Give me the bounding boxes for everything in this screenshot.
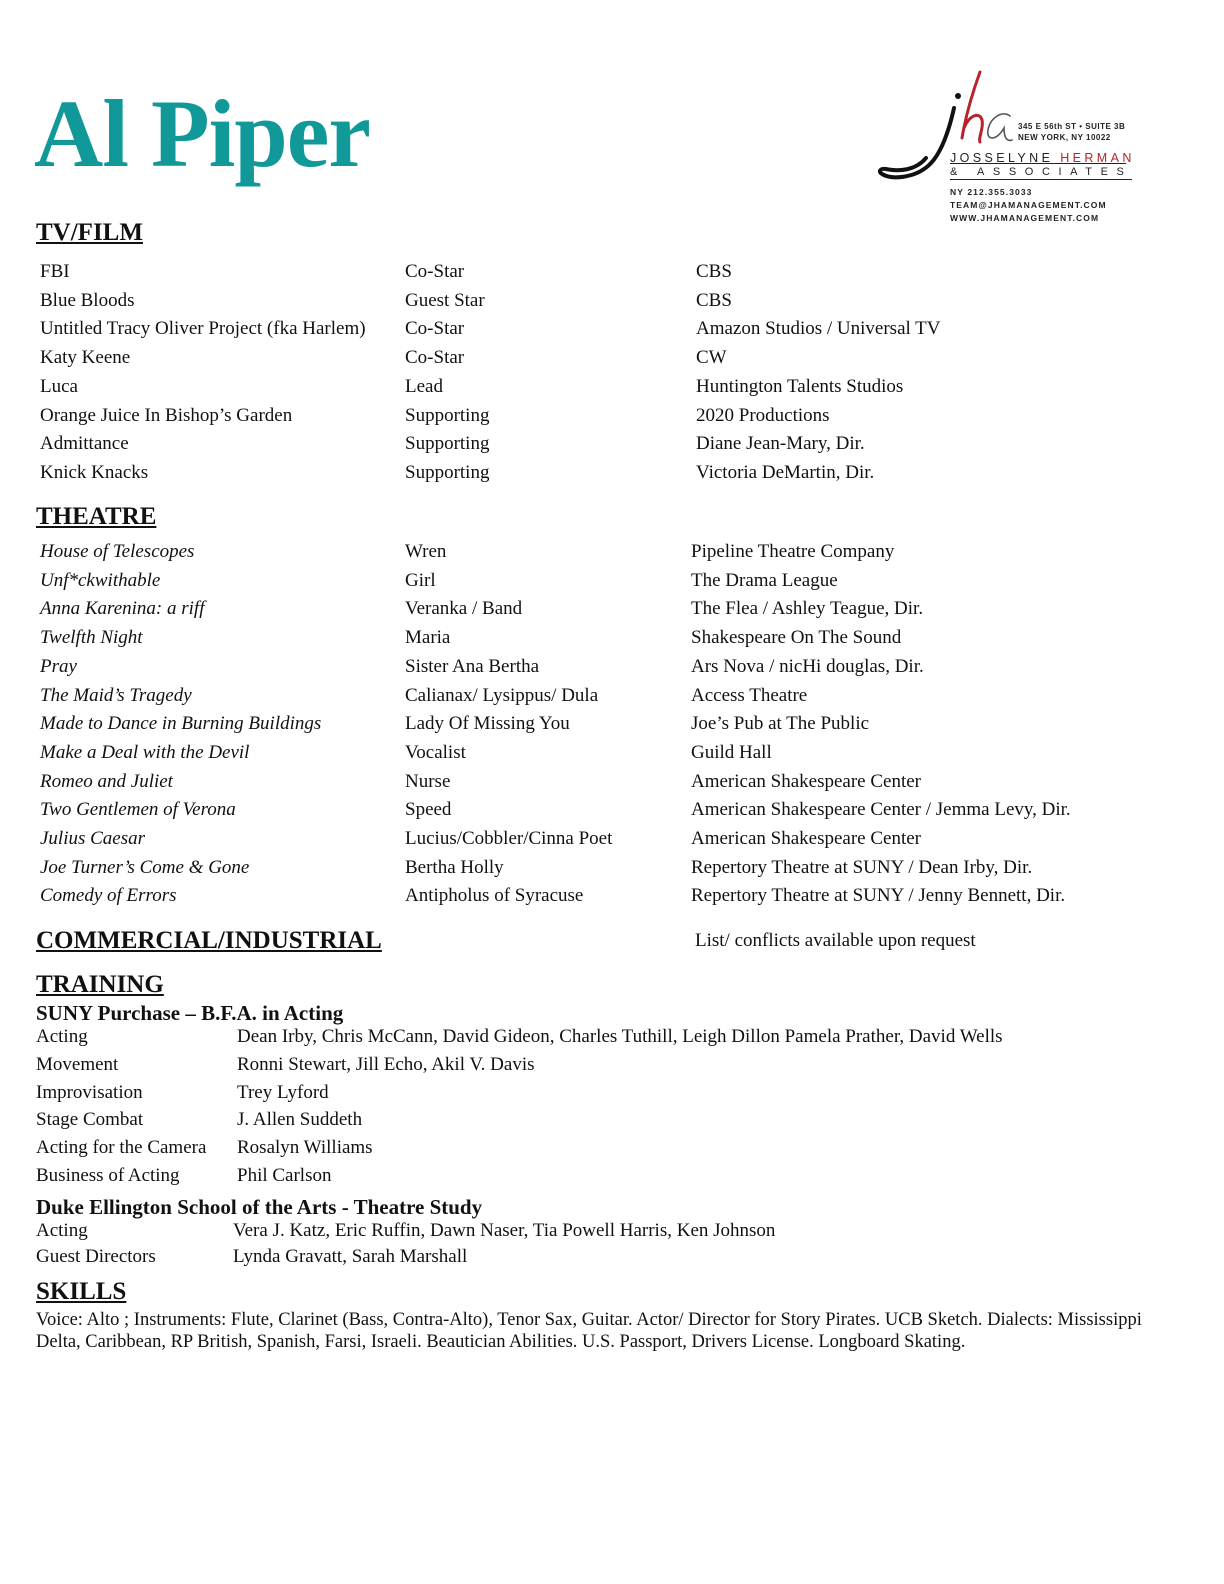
play-title: Made to Dance in Burning Buildings	[40, 713, 322, 735]
play-title: The Maid’s Tragedy	[40, 684, 192, 706]
play-company: Repertory Theatre at SUNY / Jenny Bennett, Dir.	[691, 885, 1066, 907]
play-company: American Shakespeare Center	[691, 770, 922, 792]
training-subject: Business of Acting	[36, 1165, 180, 1186]
training-subject: Stage Combat	[36, 1109, 144, 1131]
play-title: Julius Caesar	[40, 828, 146, 849]
section-heading-skills: SKILLS	[36, 1278, 127, 1305]
play-company: Access Theatre	[691, 684, 808, 706]
play-role: Antipholus of Syracuse	[405, 885, 584, 907]
section-heading-tvfilm: TV/FILM	[36, 219, 143, 246]
agency-logo	[876, 66, 1136, 230]
play-title: Joe Turner’s Come & Gone	[40, 856, 250, 878]
credit-title: Knick Knacks	[40, 461, 149, 483]
play-company: The Drama League	[691, 569, 838, 591]
play-company: Pipeline Theatre Company	[691, 541, 895, 562]
credit-role: Co-Star	[405, 347, 465, 369]
play-role: Lady Of Missing You	[405, 713, 570, 735]
commercial-note: List/ conflicts available upon request	[695, 930, 976, 951]
play-role: Calianax/ Lysippus/ Dula	[405, 684, 599, 706]
agency-contact: NY 212.355.3033 TEAM@JHAMANAGEMENT.COM WWW.JHAMANAGEMENT.COM	[950, 187, 1107, 223]
play-role: Speed	[405, 799, 452, 821]
play-role: Maria	[405, 627, 451, 649]
play-company: Guild Hall	[691, 741, 772, 763]
play-role: Sister Ana Bertha	[405, 655, 540, 677]
credit-company: CBS	[696, 289, 732, 311]
play-title: House of Telescopes	[40, 541, 195, 562]
credit-role: Lead	[405, 375, 443, 397]
credit-title: FBI	[40, 261, 70, 282]
training-instructors: Trey Lyford	[237, 1081, 329, 1103]
play-title: Twelfth Night	[40, 627, 143, 649]
play-title: Make a Deal with the Devil	[40, 741, 250, 763]
skills-text: Voice: Alto ; Instruments: Flute, Clarinet (Bass, Contra-Alto), Tenor Sax, Guitar. Actor/ Director for Story Pirates. UCB Sketch. Dialects: Mississippi Delta, Caribbean, RP British, Spanish, Farsi, Israeli. Beautician Abilities. U.S. Passport, Drivers License. Longboard Skating.	[36, 1310, 1142, 1352]
credit-title: Untitled Tracy Oliver Project (fka Harlem)	[40, 318, 366, 340]
logo-divider	[950, 163, 1126, 164]
credit-company: Amazon Studios / Universal TV	[696, 318, 941, 340]
credit-company: Diane Jean-Mary, Dir.	[696, 433, 865, 455]
play-title: Two Gentlemen of Verona	[40, 799, 236, 821]
play-company: Repertory Theatre at SUNY / Dean Irby, Dir.	[691, 856, 1033, 878]
play-title: Pray	[40, 655, 77, 677]
credit-title: Orange Juice In Bishop’s Garden	[40, 404, 293, 426]
play-title: Romeo and Juliet	[40, 770, 173, 792]
actor-name: Al Piper	[34, 80, 370, 187]
credit-role: Guest Star	[405, 289, 485, 311]
play-company: Shakespeare On The Sound	[691, 627, 902, 649]
play-title: Comedy of Errors	[40, 885, 177, 907]
section-heading-training: TRAINING	[36, 971, 164, 998]
play-title: Anna Karenina: a riff	[40, 598, 205, 620]
credit-company: CBS	[696, 261, 732, 282]
training-subject: Improvisation	[36, 1081, 143, 1103]
credit-title: Katy Keene	[40, 347, 131, 369]
training-instructors: Ronni Stewart, Jill Echo, Akil V. Davis	[237, 1053, 535, 1075]
credit-company: Victoria DeMartin, Dir.	[696, 461, 875, 483]
training-instructors: Vera J. Katz, Eric Ruffin, Dawn Naser, Tia Powell Harris, Ken Johnson	[233, 1220, 776, 1241]
credit-title: Admittance	[40, 433, 129, 455]
section-heading-commercial: COMMERCIAL/INDUSTRIAL	[36, 927, 382, 954]
credit-role: Co-Star	[405, 261, 465, 282]
play-company: Ars Nova / nicHi douglas, Dir.	[691, 655, 924, 677]
agency-name: JOSSELYNE HERMAN	[950, 151, 1135, 165]
credit-role: Supporting	[405, 404, 490, 426]
play-company: American Shakespeare Center / Jemma Levy, Dir.	[691, 799, 1071, 821]
agency-address: 345 E 56th ST • SUITE 3B NEW YORK, NY 10022	[1018, 122, 1126, 142]
section-heading-theatre: THEATRE	[36, 503, 157, 530]
school-suny: SUNY Purchase – B.F.A. in Acting	[36, 1001, 344, 1025]
training-instructors: Phil Carlson	[237, 1165, 332, 1186]
credit-company: CW	[696, 347, 727, 369]
play-company: Joe’s Pub at The Public	[691, 713, 870, 735]
training-subject: Guest Directors	[36, 1246, 156, 1267]
credit-role: Co-Star	[405, 318, 465, 340]
agency-associates: & ASSOCIATES	[950, 166, 1133, 178]
training-subject: Acting	[36, 1220, 88, 1241]
play-company: The Flea / Ashley Teague, Dir.	[691, 598, 924, 620]
credit-company: 2020 Productions	[696, 404, 830, 426]
credit-title: Luca	[40, 375, 78, 397]
play-company: American Shakespeare Center	[691, 828, 922, 849]
play-role: Veranka / Band	[405, 598, 523, 620]
play-title: Unf*ckwithable	[40, 569, 161, 591]
play-role: Wren	[405, 541, 447, 562]
play-role: Nurse	[405, 770, 451, 792]
credit-title: Blue Bloods	[40, 289, 135, 311]
training-instructors: Rosalyn Williams	[237, 1137, 373, 1159]
training-instructors: Dean Irby, Chris McCann, David Gideon, Charles Tuthill, Leigh Dillon Pamela Prather, David Wells	[237, 1026, 1003, 1047]
play-role: Bertha Holly	[405, 856, 504, 878]
school-duke-ellington: Duke Ellington School of the Arts - Theatre Study	[36, 1195, 483, 1219]
credit-role: Supporting	[405, 433, 490, 455]
credit-company: Huntington Talents Studios	[696, 375, 904, 397]
play-role: Girl	[405, 569, 436, 591]
training-instructors: J. Allen Suddeth	[237, 1109, 363, 1131]
training-subject: Acting for the Camera	[36, 1137, 207, 1159]
training-subject: Movement	[36, 1053, 119, 1075]
play-role: Vocalist	[405, 741, 466, 763]
credit-role: Supporting	[405, 461, 490, 483]
play-role: Lucius/Cobbler/Cinna Poet	[405, 828, 613, 849]
training-subject: Acting	[36, 1026, 88, 1047]
training-instructors: Lynda Gravatt, Sarah Marshall	[233, 1246, 468, 1267]
